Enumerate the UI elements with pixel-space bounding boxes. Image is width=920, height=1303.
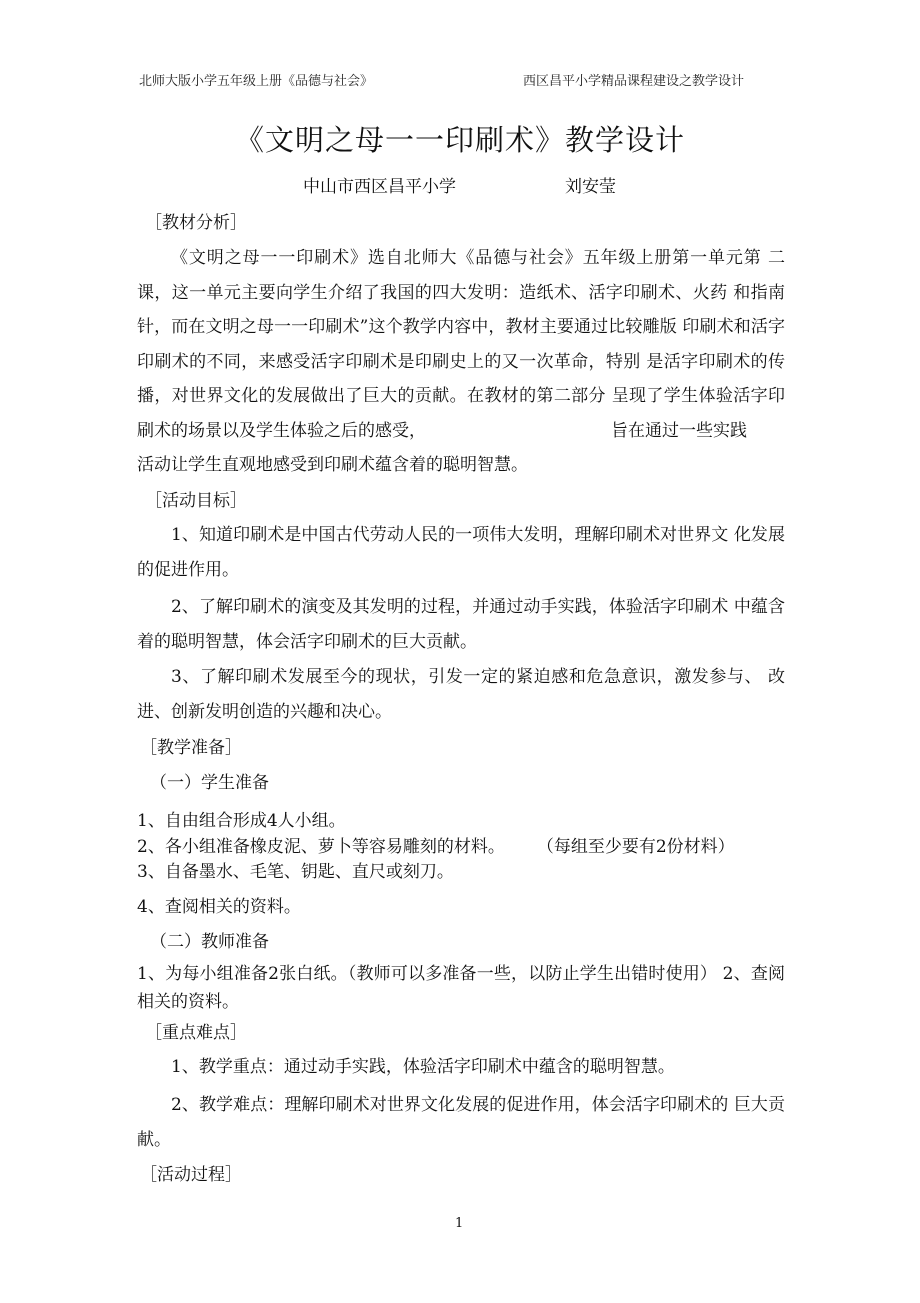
goal-item-3: 3、了解印刷术发展至今的现状，引发一定的紧迫感和危急意识，激发参与、 改进、创新发明创造的兴趣和决心。: [137, 667, 785, 722]
key-item-1: 1、教学重点：通过动手实践，体验活字印刷术中蕴含的聪明智慧。: [171, 1057, 675, 1077]
section-heading-analysis: ［教材分析］: [145, 213, 247, 233]
author-line: [303, 172, 616, 197]
author-name: 刘安莹: [565, 177, 616, 197]
header-right: 西区昌平小学精品课程建设之教学设计: [523, 74, 745, 89]
analysis-text-tail: 旨在通过一些实践: [611, 420, 747, 441]
student-prep-heading: （一）学生准备: [150, 773, 269, 793]
section-heading-goals: ［活动目标］: [145, 491, 247, 511]
section-heading-key: ［重点难点］: [145, 1023, 247, 1043]
teacher-prep-items: 1、为每小组准备2张白纸。（教师可以多准备一些，以防止学生出错时使用） 2、查阅相关的资料。: [137, 964, 785, 1012]
student-prep-item-2-note: （每组至少要有2份材料）: [536, 837, 735, 857]
student-prep-item-2: [137, 832, 785, 857]
section-heading-process: ［活动过程］: [140, 1165, 242, 1185]
header-left: 北师大版小学五年级上册《品德与社会》: [139, 74, 374, 89]
school-name: 中山市西区昌平小学: [303, 177, 456, 197]
student-prep-item-4: 4、查阅相关的资料。: [137, 897, 301, 917]
section-heading-prep: ［教学准备］: [140, 738, 242, 758]
analysis-text-end: 活动让学生直观地感受到印刷术蕴含着的聪明智慧。: [137, 455, 528, 475]
student-prep-item-2-text: 2、各小组准备橡皮泥、萝卜等容易雕刻的材料。: [137, 837, 505, 857]
student-prep-item-3: 3、自备墨水、毛笔、钥匙、直尺或刻刀。: [137, 862, 454, 882]
page-number: 1: [455, 1216, 464, 1231]
teacher-prep-heading: （二）教师准备: [150, 932, 269, 952]
key-item-2: 2、教学难点：理解印刷术对世界文化发展的促进作用，体会活字印刷术的 巨大贡献。: [137, 1095, 785, 1150]
document-title: 《文明之母一一印刷术》教学设计: [234, 123, 685, 157]
goal-item-1: 1、知道印刷术是中国古代劳动人民的一项伟大发明，理解印刷术对世界文 化发展的促进作用。: [137, 525, 785, 580]
analysis-paragraph: [137, 241, 785, 483]
analysis-text: 《文明之母一一印刷术》选自北师大《品德与社会》五年级上册第一单元第 二课，这一单元主要向学生介绍了我国的四大发明：造纸术、活字印刷术、火药 和指南针，而在文明之母一一印刷术”这个教学内容中，教材主要通过比较雕版 印刷术和活字印刷术的不同，来感受活字印刷术是印刷史上的又一次革命，特别 是活字印刷术的传播，对世界文化的发展做出了巨大的贡献。在教材的第二部分 呈现了学生体验活字印刷术的场景以及学生体验之后的感受，: [137, 248, 785, 441]
student-prep-item-1: 1、自由组合形成4人小组。: [137, 811, 346, 831]
goal-item-2: 2、了解印刷术的演变及其发明的过程，并通过动手实践，体验活字印刷术 中蕴含着的聪明智慧，体会活字印刷术的巨大贡献。: [137, 597, 785, 652]
